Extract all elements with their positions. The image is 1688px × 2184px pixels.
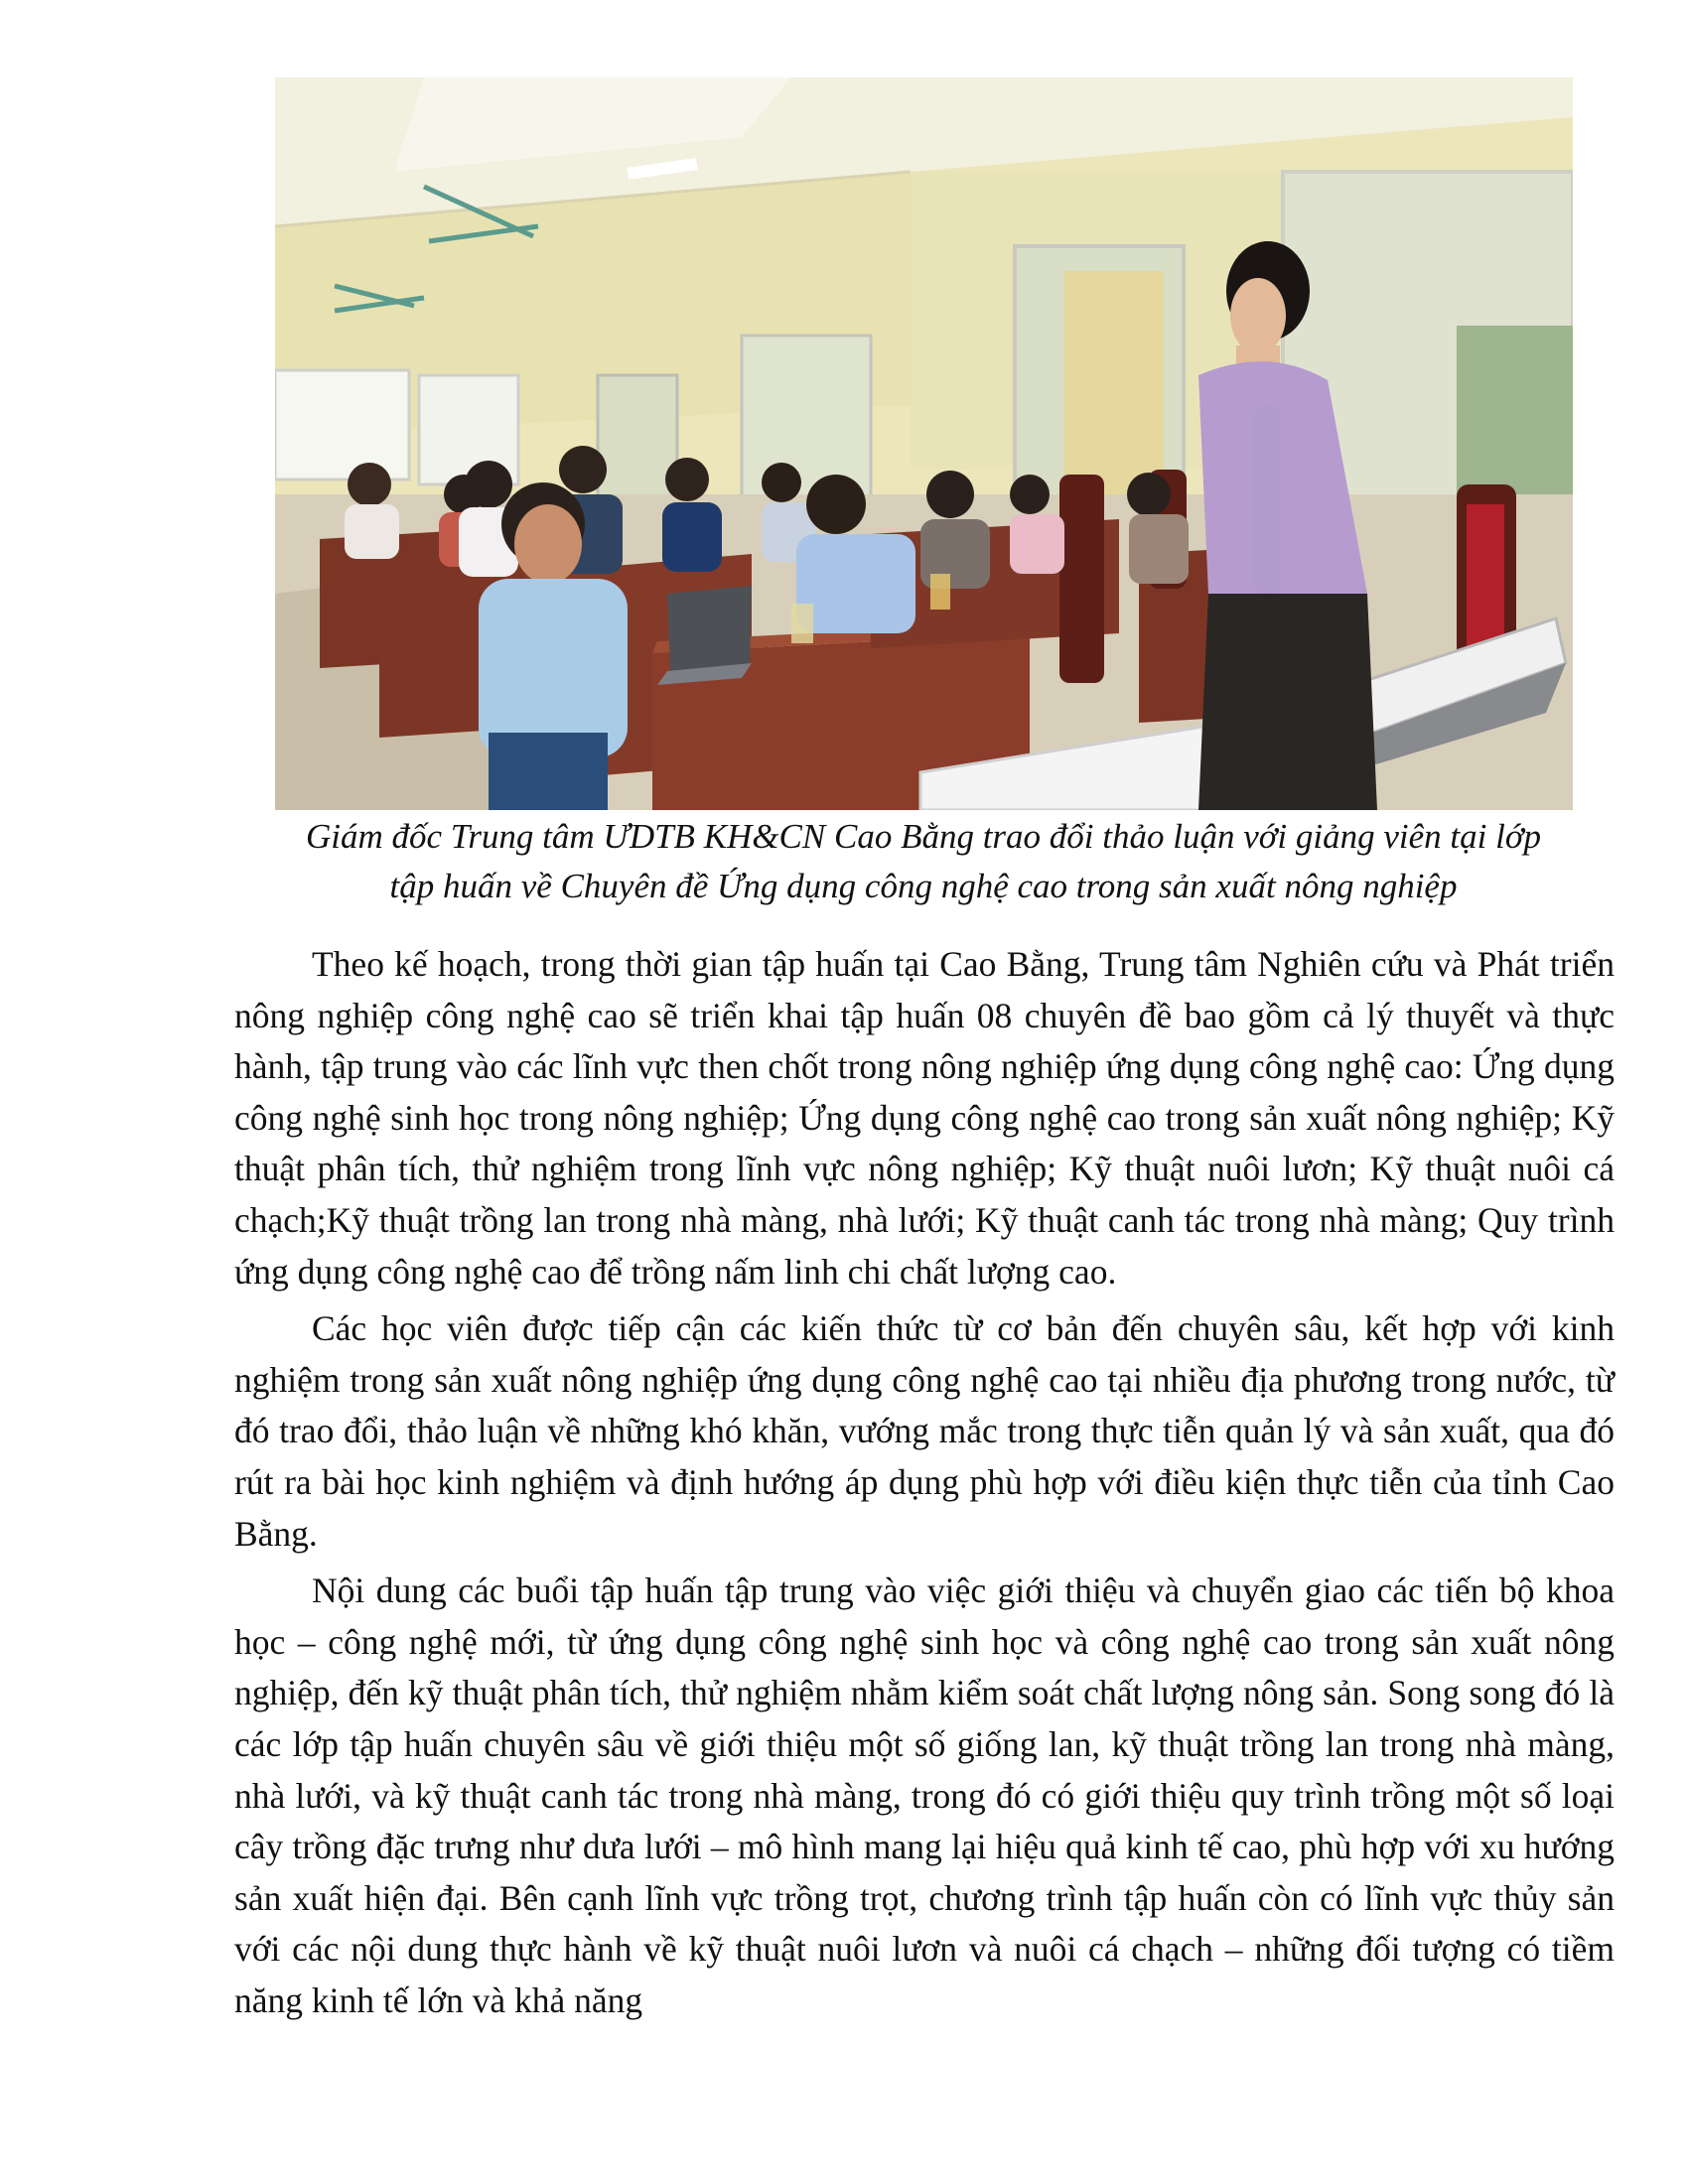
classroom-illustration <box>275 77 1573 810</box>
photo-caption <box>230 812 1617 911</box>
paragraph-3: Nội dung các buổi tập huấn tập trung vào việc giới thiệu và chuyển giao các tiến bộ khoa học – công nghệ mới, từ ứng dụng công nghệ sinh học và công nghệ cao trong sản xuất nông nghiệp, đến kỹ thuật phân tích, thử nghiệm nhằm kiểm soát chất lượng nông sản. Song song đó là các lớp tập huấn chuyên sâu về giới thiệu một số giống lan, kỹ thuật trồng lan trong nhà màng, nhà lưới, và kỹ thuật canh tác trong nhà màng, trong đó có giới thiệu quy trình trồng một số loại cây trồng đặc trưng như dưa lưới – mô hình mang lại hiệu quả kinh tế cao, phù hợp với xu hướng sản xuất hiện đại. Bên cạnh lĩnh vực trồng trọt, chương trình tập huấn còn có lĩnh vực thủy sản với các nội dung thực hành về kỹ thuật nuôi lươn và nuôi cá chạch – những đối tượng có tiềm năng kinh tế lớn và khả năng <box>234 1570 1615 2020</box>
paragraph-1: Theo kế hoạch, trong thời gian tập huấn tại Cao Bằng, Trung tâm Nghiên cứu và Phát triển nông nghiệp công nghệ cao sẽ triển khai tập huấn 08 chuyên đề bao gồm cả lý thuyết và thực hành, tập trung vào các lĩnh vực then chốt trong nông nghiệp ứng dụng công nghệ cao: Ứng dụng công nghệ sinh học trong nông nghiệp; Ứng dụng công nghệ cao trong sản xuất nông nghiệp; Kỹ thuật phân tích, thử nghiệm trong lĩnh vực nông nghiệp; Kỹ thuật nuôi lươn; Kỹ thuật nuôi cá chạch;Kỹ thuật trồng lan trong nhà màng, nhà lưới; Kỹ thuật canh tác trong nhà màng; Quy trình ứng dụng công nghệ cao để trồng nấm linh chi chất lượng cao. <box>234 944 1615 1292</box>
caption-line-1: Giám đốc Trung tâm ƯDTB KH&CN Cao Bằng trao đổi thảo luận với giảng viên tại lớp <box>305 817 1542 856</box>
article-body <box>234 939 1615 2026</box>
caption-line-2: tập huấn về Chuyên đề Ứng dụng công nghệ cao trong sản xuất nông nghiệp <box>389 867 1458 905</box>
training-class-photo <box>275 77 1573 810</box>
paragraph-2: Các học viên được tiếp cận các kiến thức từ cơ bản đến chuyên sâu, kết hợp với kinh nghiệm trong sản xuất nông nghiệp ứng dụng công nghệ cao tại nhiều địa phương trong nước, từ đó trao đổi, thảo luận về những khó khăn, vướng mắc trong thực tiễn quản lý và sản xuất, qua đó rút ra bài học kinh nghiệm và định hướng áp dụng phù hợp với điều kiện thực tiễn của tỉnh Cao Bằng. <box>234 1308 1615 1554</box>
